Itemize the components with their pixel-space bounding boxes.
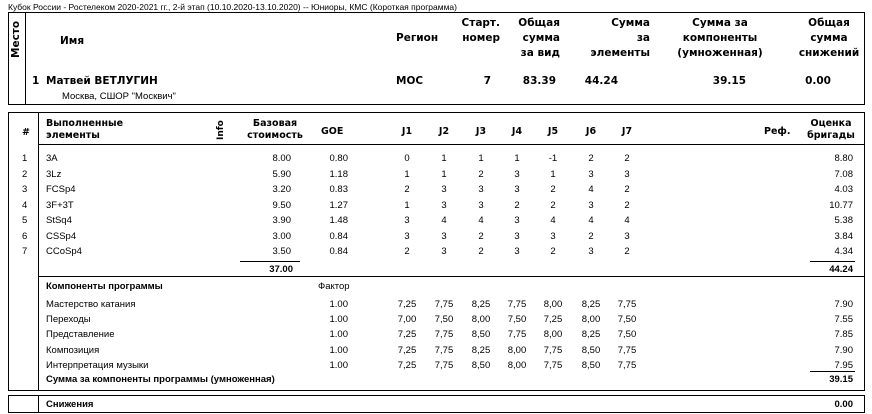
element-base-value: 8.00	[272, 153, 291, 164]
component-judge-mark: 7,75	[543, 344, 563, 356]
component-judge-mark: 8,00	[507, 359, 527, 371]
judge-mark: 3	[624, 230, 630, 242]
judge-mark: -1	[548, 153, 558, 164]
component-name: Представление	[46, 329, 115, 341]
judge-mark: 3	[588, 246, 594, 257]
judge-mark: 1	[514, 153, 520, 164]
judge-mark: 0	[404, 153, 410, 164]
component-judge-mark: 8,25	[581, 299, 601, 310]
judge-mark: 2	[624, 184, 630, 195]
event-title: Кубок России - Ростелеком 2020-2021 гг., 2-й этап (10.10.2020-13.10.2020) -- Юниоры, КМС (Короткая программа)	[8, 2, 457, 12]
component-judge-mark: 8,25	[581, 329, 601, 341]
skater-start-no: 7	[483, 75, 491, 87]
deductions-box	[8, 395, 865, 413]
element-name: 3A	[46, 153, 58, 164]
skater-total: 83.39	[522, 75, 556, 87]
component-judge-mark: 7,75	[434, 359, 454, 371]
element-name: 3F+3T	[46, 199, 74, 211]
component-judge-mark: 7,75	[434, 299, 454, 310]
component-score: 7.95	[834, 359, 853, 371]
elements-sum-header: Сумма за элементы	[590, 17, 650, 59]
element-base-value: 5.90	[272, 168, 291, 180]
num-header: #	[22, 127, 30, 138]
component-judge-mark: 8,00	[543, 299, 563, 310]
element-goe: 0.84	[329, 246, 348, 257]
judge-mark: 3	[514, 230, 520, 242]
elements-score-total: 44.24	[829, 264, 853, 275]
judge-header: J5	[547, 126, 559, 137]
component-factor: 1.00	[329, 344, 348, 356]
judge-mark: 2	[514, 199, 520, 211]
judge-mark: 3	[441, 246, 447, 257]
component-score: 7.90	[834, 344, 853, 356]
component-judge-mark: 8,50	[471, 359, 491, 371]
element-number: 2	[22, 168, 28, 180]
component-judge-mark: 8,00	[507, 344, 527, 356]
element-base-value: 3.50	[272, 246, 291, 257]
skater-region: МОС	[396, 75, 424, 87]
judge-header: J6	[585, 126, 597, 137]
component-factor: 1.00	[329, 314, 348, 326]
executed-header: Выполненные элементы	[46, 118, 124, 141]
judge-mark: 1	[404, 199, 410, 211]
element-score: 7.08	[834, 168, 853, 180]
component-judge-mark: 7,50	[617, 314, 637, 326]
judge-mark: 3	[404, 215, 410, 226]
judge-mark: 3	[478, 199, 484, 211]
skater-components: 39.15	[712, 75, 746, 87]
judge-mark: 4	[588, 184, 594, 195]
judge-mark: 3	[404, 230, 410, 242]
component-judge-mark: 8,25	[471, 299, 491, 310]
score-header: Оценка бригады	[807, 118, 855, 141]
component-score: 7.55	[834, 314, 853, 326]
judge-header: J4	[511, 126, 523, 137]
element-number: 6	[22, 230, 28, 242]
judge-mark: 1	[441, 153, 447, 164]
judge-mark: 2	[404, 184, 410, 195]
region-header: Регион	[396, 32, 439, 44]
judge-mark: 2	[624, 153, 630, 164]
component-judge-mark: 8,50	[581, 344, 601, 356]
element-number: 3	[22, 184, 28, 195]
component-factor: 1.00	[329, 329, 348, 341]
judge-mark: 2	[588, 230, 594, 242]
judge-header: J1	[401, 126, 413, 137]
component-judge-mark: 7,75	[617, 299, 637, 310]
judge-mark: 1	[478, 153, 484, 164]
deductions-label: Снижения	[46, 399, 94, 410]
components-title: Компоненты программы	[46, 281, 163, 292]
component-judge-mark: 8,50	[471, 329, 491, 341]
element-score: 10.77	[829, 199, 853, 211]
judge-mark: 3	[588, 168, 594, 180]
judge-mark: 2	[550, 246, 556, 257]
judge-mark: 3	[514, 215, 520, 226]
component-judge-mark: 7,75	[434, 329, 454, 341]
judge-mark: 2	[478, 246, 484, 257]
element-number: 4	[22, 199, 28, 211]
components-total: 39.15	[829, 374, 853, 385]
element-goe: 1.18	[329, 168, 348, 180]
judge-mark: 2	[550, 199, 556, 211]
judge-mark: 3	[514, 246, 520, 257]
component-judge-mark: 7,75	[617, 344, 637, 356]
judge-header: J2	[438, 126, 450, 137]
element-score: 4.34	[834, 246, 853, 257]
element-goe: 0.83	[329, 184, 348, 195]
component-judge-mark: 7,75	[617, 359, 637, 371]
judge-mark: 2	[478, 230, 484, 242]
judge-mark: 3	[514, 168, 520, 180]
total-header: Общая сумма за вид	[518, 17, 560, 59]
judge-mark: 2	[478, 168, 484, 180]
component-name: Композиция	[46, 344, 100, 356]
elements-base-total: 37.00	[269, 264, 293, 275]
judge-mark: 4	[550, 215, 556, 226]
base-header: Базовая стоимость	[247, 118, 303, 141]
component-judge-mark: 7,75	[543, 359, 563, 371]
element-score: 3.84	[834, 230, 853, 242]
judge-mark: 3	[441, 199, 447, 211]
element-name: StSq4	[46, 215, 72, 226]
component-judge-mark: 7,50	[617, 329, 637, 341]
judge-mark: 2	[624, 199, 630, 211]
element-score: 4.03	[834, 184, 853, 195]
factor-header: Фактор	[318, 281, 350, 292]
element-base-value: 9.50	[272, 199, 291, 211]
deductions-header: Общая сумма снижений	[798, 17, 860, 59]
judge-mark: 3	[550, 230, 556, 242]
component-judge-mark: 8,50	[581, 359, 601, 371]
component-factor: 1.00	[329, 359, 348, 371]
judge-mark: 3	[441, 184, 447, 195]
component-judge-mark: 7,00	[397, 314, 417, 326]
component-judge-mark: 7,25	[397, 359, 417, 371]
skater-club: Москва, СШОР "Москвич"	[62, 91, 176, 102]
components-sum-header: Сумма за компоненты (умноженная)	[677, 17, 763, 59]
component-judge-mark: 7,25	[543, 314, 563, 326]
element-goe: 1.27	[329, 199, 348, 211]
component-judge-mark: 7,25	[397, 329, 417, 341]
component-judge-mark: 7,75	[434, 344, 454, 356]
element-base-value: 3.00	[272, 230, 291, 242]
component-factor: 1.00	[329, 299, 348, 310]
component-score: 7.90	[834, 299, 853, 310]
element-number: 1	[22, 153, 28, 164]
skater-deductions: 0.00	[805, 75, 831, 87]
element-goe: 0.84	[329, 230, 348, 242]
judge-mark: 3	[441, 230, 447, 242]
judge-mark: 2	[404, 246, 410, 257]
component-judge-mark: 7,50	[507, 314, 527, 326]
judge-mark: 1	[550, 168, 556, 180]
deductions-value: 0.00	[834, 399, 853, 410]
name-header: Имя	[60, 35, 85, 47]
component-judge-mark: 8,00	[581, 314, 601, 326]
element-name: CCoSp4	[46, 246, 82, 257]
judge-mark: 3	[514, 184, 520, 195]
element-goe: 1.48	[329, 215, 348, 226]
component-name: Интерпретация музыки	[46, 359, 149, 371]
skater-place: 1	[32, 75, 40, 87]
judge-mark: 2	[624, 246, 630, 257]
judge-mark: 3	[624, 168, 630, 180]
start-no-header: Старт. номер	[461, 17, 500, 44]
skater-elements: 44.24	[584, 75, 618, 87]
element-name: 3Lz	[46, 168, 62, 180]
component-judge-mark: 7,25	[397, 299, 417, 310]
element-score: 8.80	[834, 153, 853, 164]
component-judge-mark: 8,00	[471, 314, 491, 326]
element-base-value: 3.20	[272, 184, 291, 195]
component-name: Мастерство катания	[46, 299, 136, 310]
component-judge-mark: 7,25	[397, 344, 417, 356]
component-judge-mark: 7,75	[507, 299, 527, 310]
judge-mark: 2	[550, 184, 556, 195]
component-judge-mark: 7,50	[434, 314, 454, 326]
judge-header: J3	[475, 126, 487, 137]
ref-header: Реф.	[764, 126, 791, 137]
goe-header: GOE	[321, 126, 344, 137]
element-name: FCSp4	[46, 184, 76, 195]
place-header: Место	[10, 20, 22, 58]
judge-mark: 2	[588, 153, 594, 164]
judge-mark: 3	[478, 184, 484, 195]
component-name: Переходы	[46, 314, 91, 326]
element-number: 7	[22, 246, 28, 257]
component-judge-mark: 8,25	[471, 344, 491, 356]
element-base-value: 3.90	[272, 215, 291, 226]
skater-name: Матвей ВЕТЛУГИН	[46, 75, 158, 87]
element-goe: 0.80	[329, 153, 348, 164]
element-number: 5	[22, 215, 28, 226]
components-total-label: Сумма за компоненты программы (умноженная)	[46, 374, 275, 385]
info-header: Info	[216, 120, 226, 140]
element-name: CSSp4	[46, 230, 77, 242]
component-judge-mark: 8,00	[543, 329, 563, 341]
component-score: 7.85	[834, 329, 853, 341]
judge-mark: 4	[441, 215, 447, 226]
judge-mark: 4	[478, 215, 484, 226]
judge-mark: 4	[624, 215, 630, 226]
component-judge-mark: 7,75	[507, 329, 527, 341]
element-score: 5.38	[834, 215, 853, 226]
judge-mark: 3	[588, 199, 594, 211]
judge-mark: 1	[404, 168, 410, 180]
judge-mark: 4	[588, 215, 594, 226]
judge-header: J7	[621, 126, 633, 137]
judge-mark: 1	[441, 168, 447, 180]
